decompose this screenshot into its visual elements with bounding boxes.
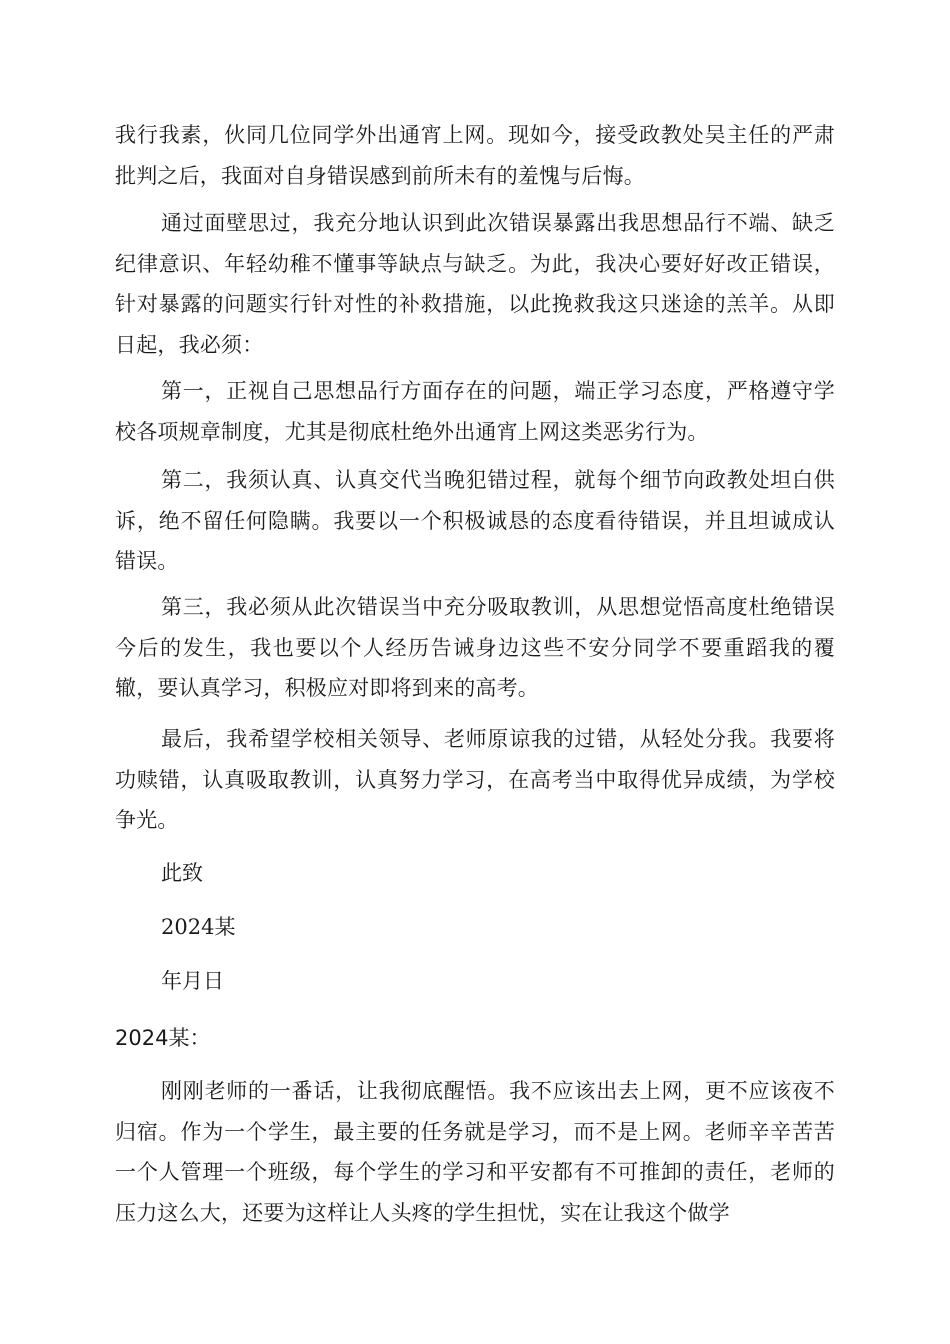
signature-year: 2024某: [161, 915, 236, 939]
paragraph-first-point: 第一，正视自己思想品行方面存在的问题，端正学习态度，严格遵守学校各项规章制度，尤其是彻底杜绝外出通宵上网这类恶劣行为。: [115, 379, 835, 444]
closing-salutation: 此致: [161, 861, 203, 885]
signature-date: 年月日: [161, 969, 224, 993]
second-letter-heading: 2024某：: [115, 1026, 211, 1050]
paragraph-second-point: 第二，我须认真、认真交代当晚犯错过程，就每个细节向政教处坦白供诉，绝不留任何隐瞒。我要以一个积极诚恳的态度看待错误，并且坦诚成认错误。: [115, 468, 835, 573]
paragraph-intro: 我行我素，伙同几位同学外出通宵上网。现如今，接受政教处吴主任的严肃批判之后，我面对自身错误感到前所未有的羞愧与后悔。: [115, 123, 835, 188]
paragraph-third-point: 第三，我必须从此次错误当中充分吸取教训，从思想觉悟高度杜绝错误今后的发生，我也要以个人经历告诫身边这些不安分同学不要重蹈我的覆辙，要认真学习，积极应对即将到来的高考。: [115, 595, 835, 700]
paragraph-final: 最后，我希望学校相关领导、老师原谅我的过错，从轻处分我。我要将功赎错，认真吸取教训，认真努力学习，在高考当中取得优异成绩，为学校争光。: [115, 727, 835, 832]
paragraph-reflection: 通过面壁思过，我充分地认识到此次错误暴露出我思想品行不端、缺乏纪律意识、年轻幼稚不懂事等缺点与缺乏。为此，我决心要好好改正错误，针对暴露的问题实行针对性的补救措施，以此挽救我这只迷途的羔羊。从即日起，我必须：: [115, 211, 835, 357]
second-letter-body: 刚刚老师的一番话，让我彻底醒悟。我不应该出去上网，更不应该夜不归宿。作为一个学生，最主要的任务就是学习，而不是上网。老师辛辛苦苦一个人管理一个班级，每个学生的学习和平安都有不可推卸的责任，老师的压力这么大，还要为这样让人头疼的学生担忧，实在让我这个做学: [115, 1079, 835, 1225]
